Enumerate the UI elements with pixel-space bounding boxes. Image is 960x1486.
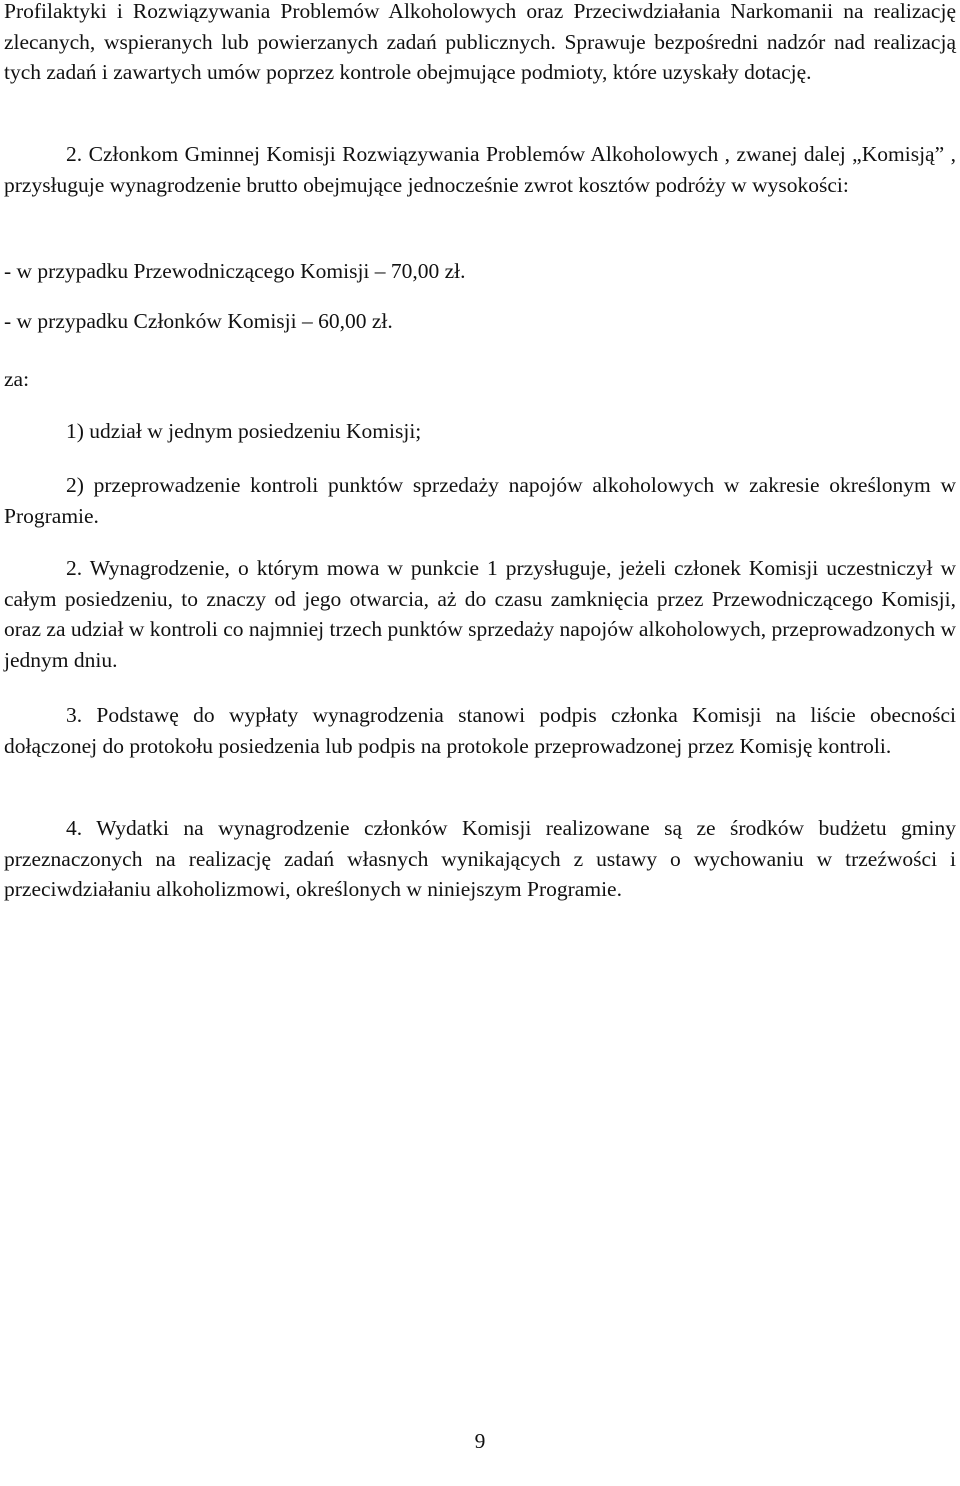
list-item-2: 2) przeprowadzenie kontroli punktów sprzedaży napojów alkoholowych w zakresie określonym w Programie. <box>4 473 956 528</box>
page-number: 9 <box>474 1429 486 1453</box>
list-item-1: 1) udział w jednym posiedzeniu Komisji; <box>66 419 422 443</box>
rate-member: - w przypadku Członków Komisji – 60,00 zł. <box>4 309 393 333</box>
paragraph-2-conditions: 2. Wynagrodzenie, o którym mowa w punkcie 1 przysługuje, jeżeli członek Komisji uczestniczył w całym posiedzeniu, to znaczy od jego otwarcia, aż do czasu zamknięcia przez Przewodniczącego Komisji, oraz za udział w kontroli co najmniej trzech punktów sprzedaży napojów alkoholowych, przeprowadzonych w jednym dniu. <box>4 556 956 672</box>
paragraph-intro: Profilaktyki i Rozwiązywania Problemów Alkoholowych oraz Przeciwdziałania Narkomanii na realizację zlecanych, wspieranych lub powierzanych zadań publicznych. Sprawuje bezpośredni nadzór nad realizacją tych zadań i zawartych umów poprzez kontrole obejmujące podmioty, które uzyskały dotację. <box>4 0 956 84</box>
paragraph-2-compensation: 2. Członkom Gminnej Komisji Rozwiązywania Problemów Alkoholowych , zwanej dalej „Komisją” , przysługuje wynagrodzenie brutto obejmujące jednocześnie zwrot kosztów podróży w wysokości: <box>4 142 956 197</box>
paragraph-4: 4. Wydatki na wynagrodzenie członków Komisji realizowane są ze środków budżetu gminy przeznaczonych na realizację zadań własnych wynikających z ustawy o wychowaniu w trzeźwości i przeciwdziałaniu alkoholizmowi, określonych w niniejszym Programie. <box>4 816 956 901</box>
rate-chairman: - w przypadku Przewodniczącego Komisji – 70,00 zł. <box>4 259 466 283</box>
za-label: za: <box>4 367 30 391</box>
paragraph-3: 3. Podstawę do wypłaty wynagrodzenia stanowi podpis członka Komisji na liście obecności dołączonej do protokołu posiedzenia lub podpis na protokole przeprowadzonej przez Komisję kontroli. <box>4 703 956 758</box>
